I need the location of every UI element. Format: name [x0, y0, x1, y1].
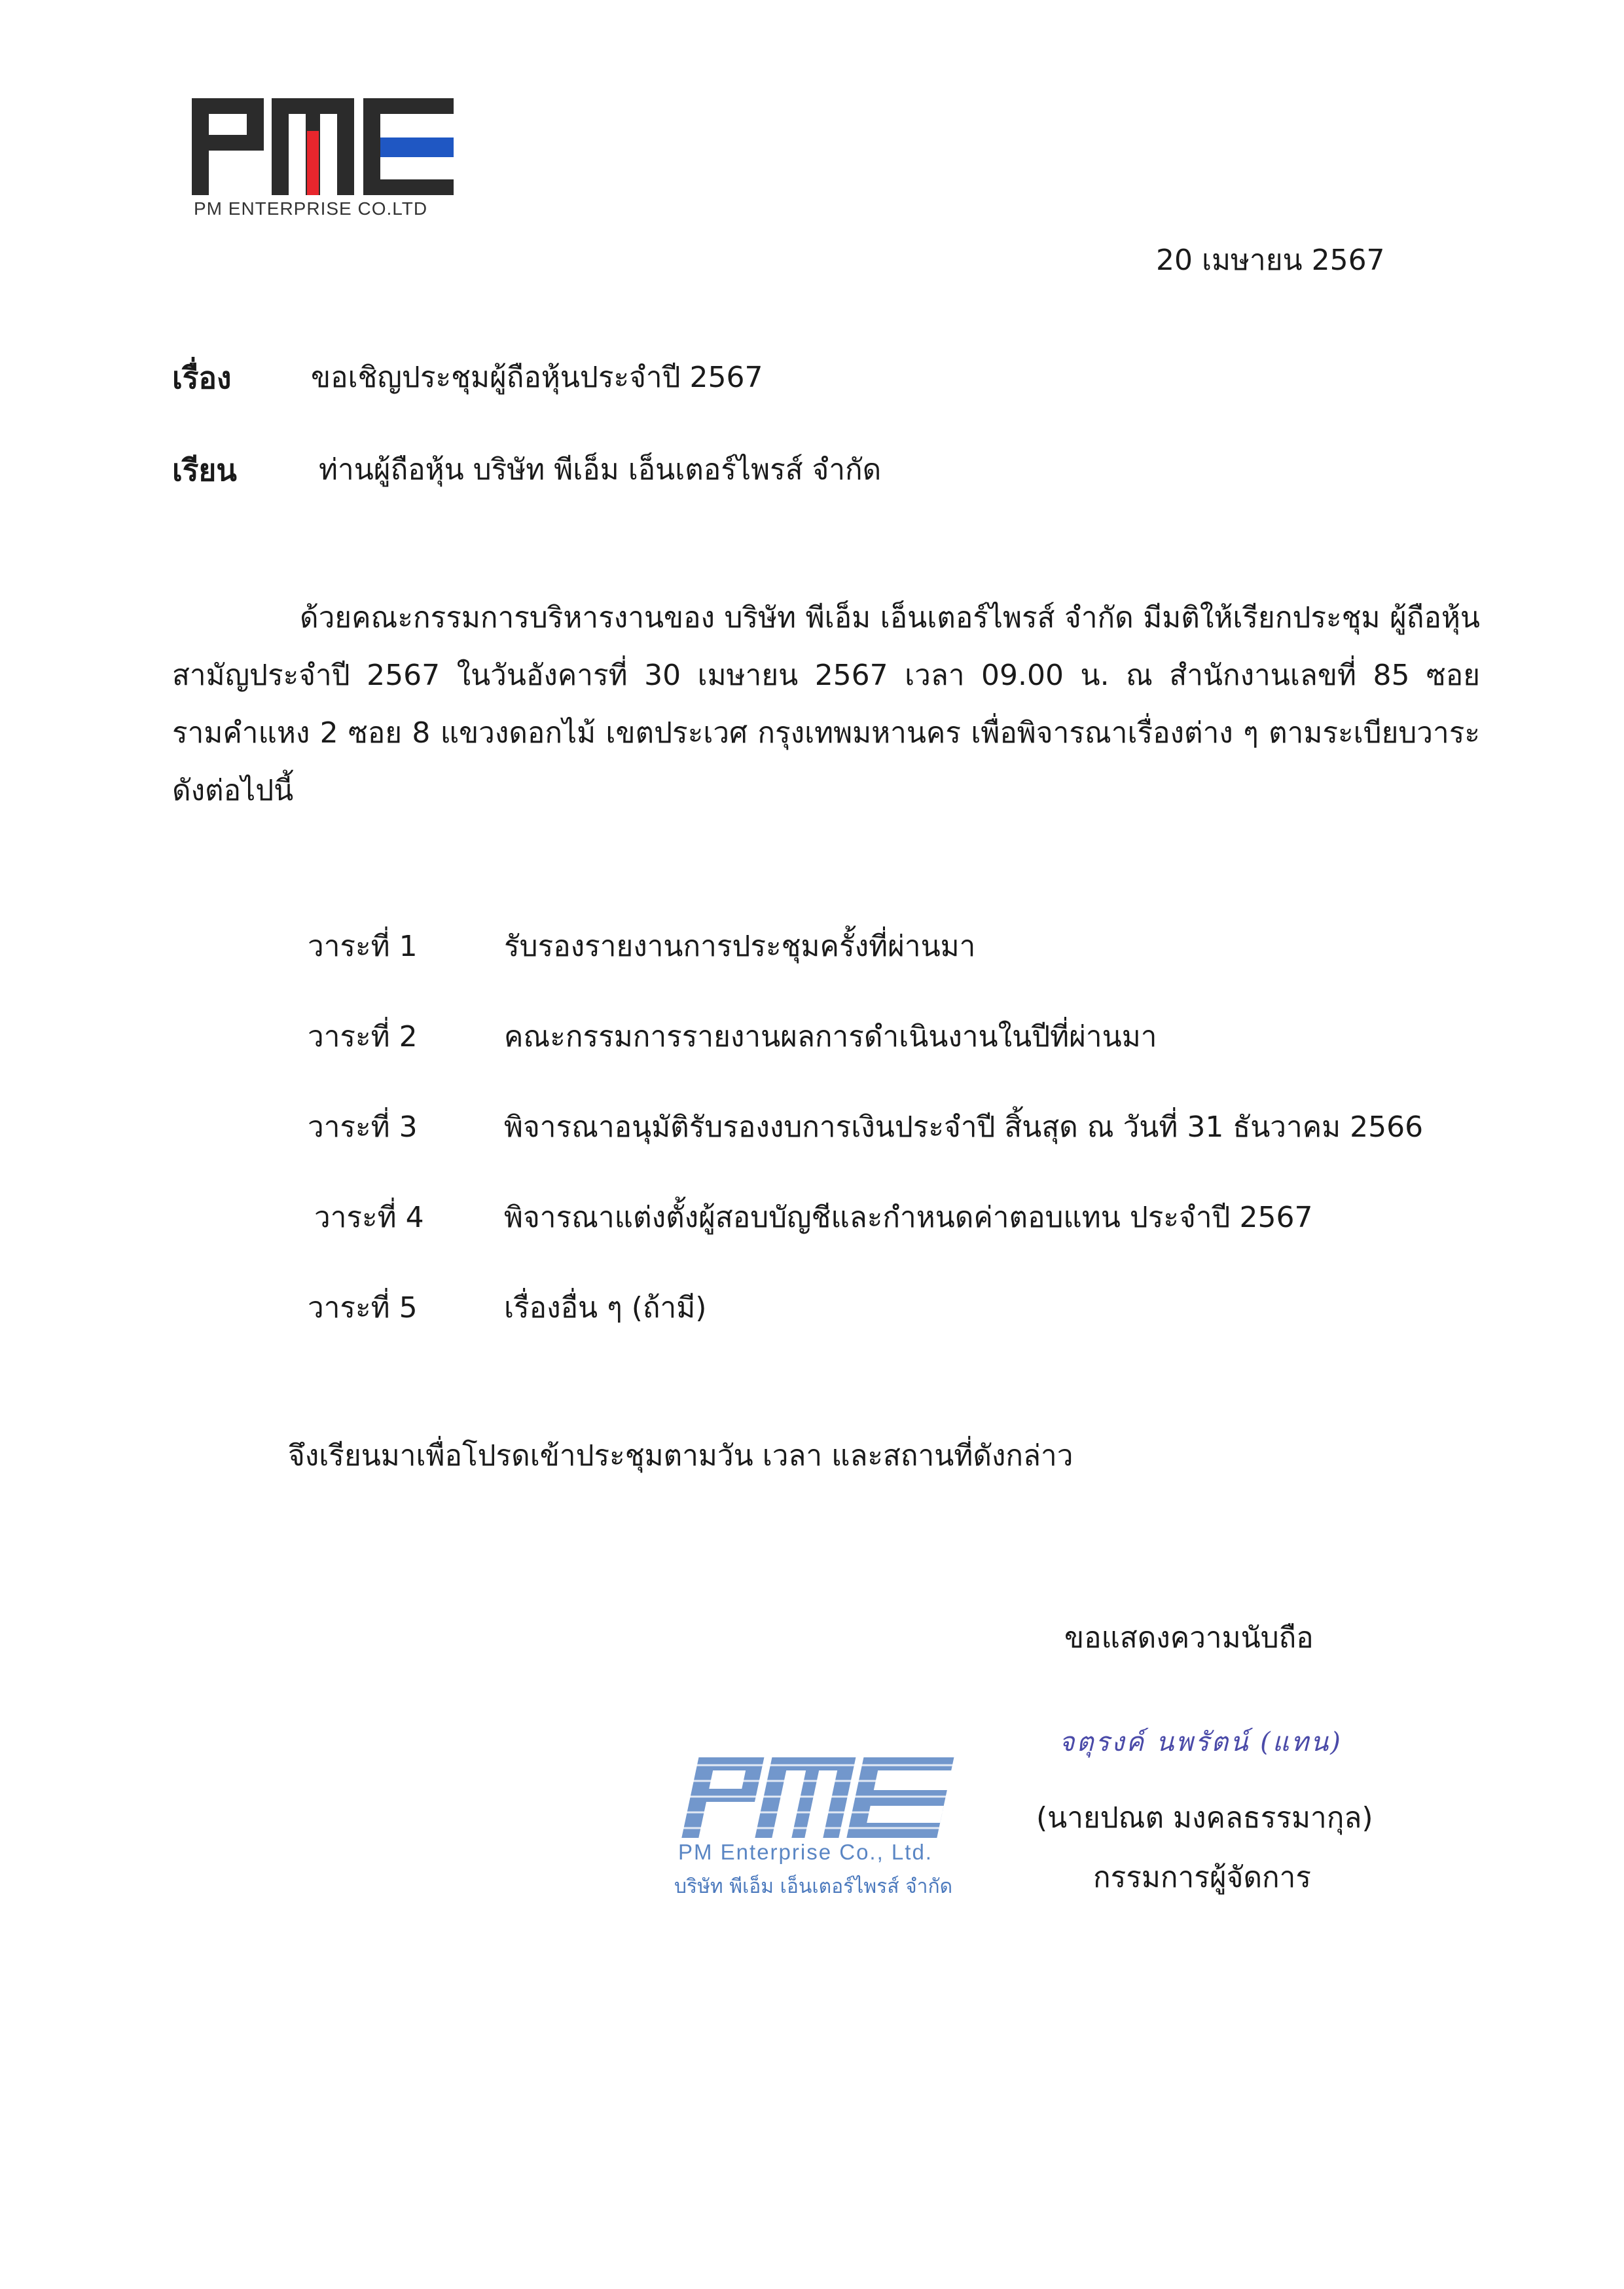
company-stamp — [674, 1749, 962, 1841]
body-paragraph: ด้วยคณะกรรมการบริหารงานของ บริษัท พีเอ็ม เอ็นเตอร์ไพรส์ จำกัด มีมติให้เรียกประชุม ผู้ถือหุ้นสามัญประจำปี 2567 ในวันอังคารที่ 30 เมษายน 2567 เวลา 09.00 น. ณ สำนักงานเลขที่ 85 ซอยรามคำแหง 2 ซอย 8 แขวงดอกไม้ เขตประเวศ กรุงเทพมหานคร เพื่อพิจารณาเรื่องต่าง ๆ ตามระเบียบวาระดังต่อไปนี้ — [172, 601, 1480, 807]
logo-red-bar — [307, 131, 319, 195]
agenda-text: คณะกรรมการรายงานผลการดำเนินงานในปีที่ผ่านมา — [504, 1020, 1157, 1053]
stamp-english-name: PM Enterprise Co., Ltd. — [678, 1840, 933, 1864]
agenda-text: รับรองรายงานการประชุมครั้งที่ผ่านมา — [504, 930, 976, 963]
agenda-text: พิจารณาอนุมัติรับรองงบการเงินประจำปี สิ้นสุด ณ วันที่ 31 ธันวาคม 2566 — [504, 1110, 1424, 1144]
agenda-label: วาระที่ 5 — [308, 1291, 418, 1325]
letter-date: 20 เมษายน 2567 — [1156, 244, 1385, 277]
stamp-thai-name: บริษัท พีเอ็ม เอ็นเตอร์ไพรส์ จำกัด — [674, 1875, 953, 1898]
agenda-label: วาระที่ 2 — [308, 1020, 418, 1053]
recipient-text: ท่านผู้ถือหุ้น บริษัท พีเอ็ม เอ็นเตอร์ไพรส์ จำกัด — [319, 453, 882, 486]
closing-sentence: จึงเรียนมาเพื่อโปรดเข้าประชุมตามวัน เวลา และสถานที่ดังกล่าว — [288, 1439, 1074, 1473]
logo-letter-p — [192, 98, 264, 195]
company-logo — [192, 92, 460, 196]
logo-blue-bar — [380, 137, 454, 157]
recipient-label: เรียน — [172, 452, 237, 488]
subject-label: เรื่อง — [172, 360, 232, 395]
agenda-label: วาระที่ 3 — [308, 1110, 418, 1144]
subject-text: ขอเชิญประชุมผู้ถือหุ้นประจำปี 2567 — [311, 361, 763, 394]
agenda-text: เรื่องอื่น ๆ (ถ้ามี) — [504, 1291, 707, 1325]
regards: ขอแสดงความนับถือ — [1064, 1621, 1314, 1655]
handwritten-signature: จตุรงค์ นพรัตน์ (แทน) — [1059, 1727, 1343, 1757]
agenda-label: วาระที่ 1 — [308, 930, 418, 963]
agenda-label: วาระที่ 4 — [314, 1201, 424, 1234]
company-caption: PM ENTERPRISE CO.LTD — [194, 198, 428, 219]
agenda-text: พิจารณาแต่งตั้งผู้สอบบัญชีและกำหนดค่าตอบแทน ประจำปี 2567 — [504, 1201, 1313, 1234]
signer-title: กรรมการผู้จัดการ — [1093, 1861, 1312, 1894]
signer-name: (นายปณต มงคลธรรมากุล) — [1036, 1801, 1373, 1835]
